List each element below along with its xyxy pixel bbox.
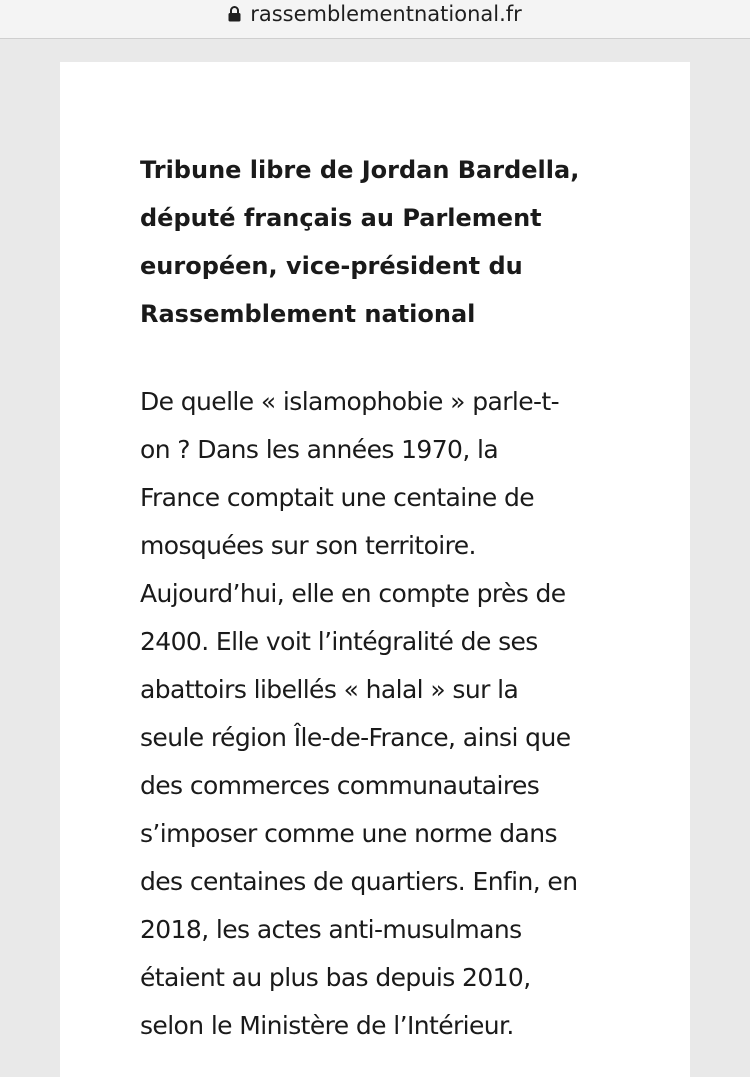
url-text: rassemblementnational.fr: [250, 2, 522, 26]
body-line: des centaines de quartiers. Enfin, en: [140, 867, 578, 896]
body-line: seule région Île-de-France, ainsi que: [140, 723, 571, 752]
body-line: mosquées sur son territoire.: [140, 531, 476, 560]
body-line: des commerces communautaires: [140, 771, 540, 800]
intro-line: Tribune libre de Jordan Bardella,: [140, 156, 580, 184]
article-body: [140, 378, 620, 1050]
article-intro: [140, 146, 620, 338]
body-line: De quelle « islamophobie » parle-t-: [140, 387, 560, 416]
body-line: s’imposer comme une norme dans: [140, 819, 557, 848]
body-line: abattoirs libellés « halal » sur la: [140, 675, 519, 704]
lock-icon: [228, 6, 242, 22]
intro-line: Rassemblement national: [140, 300, 476, 328]
article-content: [140, 146, 620, 1050]
article-card: [60, 62, 690, 1077]
body-line: Aujourd’hui, elle en compte près de: [140, 579, 566, 608]
body-line: on ? Dans les années 1970, la: [140, 435, 499, 464]
body-line: étaient au plus bas depuis 2010,: [140, 963, 531, 992]
intro-line: député français au Parlement: [140, 204, 542, 232]
body-line: selon le Ministère de l’Intérieur.: [140, 1011, 514, 1040]
body-line: 2400. Elle voit l’intégralité de ses: [140, 627, 538, 656]
body-line: France comptait une centaine de: [140, 483, 535, 512]
address-bar[interactable]: [0, 0, 750, 39]
intro-line: européen, vice-président du: [140, 252, 523, 280]
body-line: 2018, les actes anti-musulmans: [140, 915, 522, 944]
address-bar-content[interactable]: [228, 2, 522, 26]
